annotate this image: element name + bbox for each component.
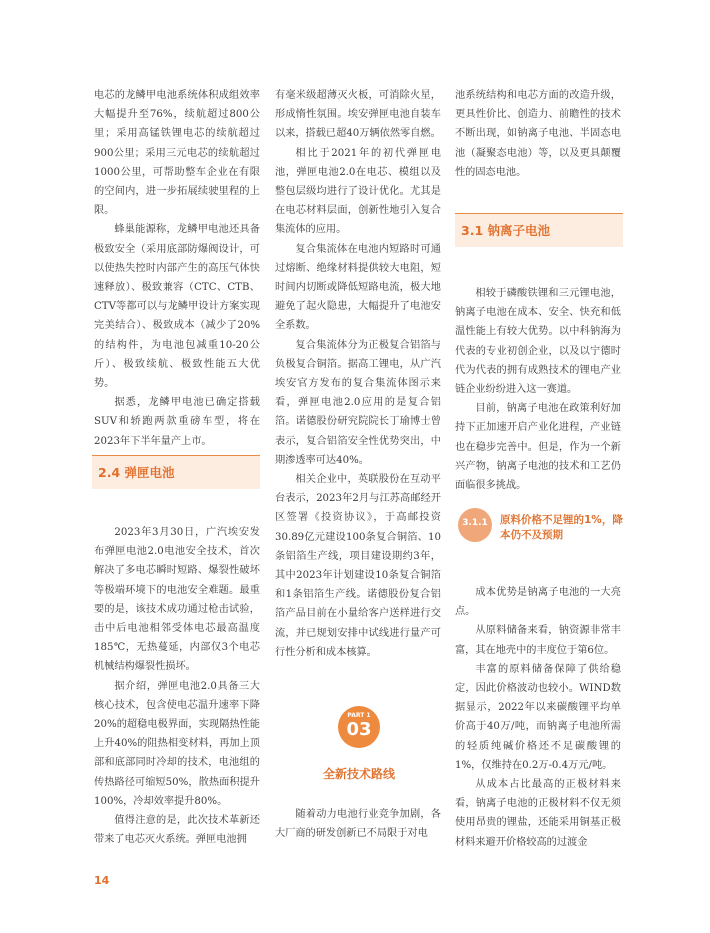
text-block-1 — [275, 86, 441, 662]
subsection-title: 原料价格不足锂的1%，降本仍不及预期 — [500, 514, 623, 541]
paragraph: 池系统结构和电芯方面的改造升级，更具性价比、创造力、前瞻性的技术不断出现，如钠离子电池、半固态电池（凝聚态电池）等，以及更具颠覆性的固态电池。 — [455, 90, 621, 178]
paragraph: 复合集流体在电池内短路时可通过熔断、绝缘材料提供较大电阻，短时间内切断或降低短路电流，极大地避免了起火隐患，大幅提升了电池安全系数。 — [275, 243, 441, 332]
column-middle-lower — [275, 805, 441, 843]
page-number: 14 — [94, 874, 110, 887]
text-block-2 — [455, 284, 621, 495]
text-block-2 — [275, 805, 441, 843]
paragraph: 相关企业中，英联股份在互动平台表示，2023年2月与江苏高邮经开区签署《投资协议》，于高邮投资30.89亿元建设100条复合铜箔、10条铝箔生产线，项目建设期约3年，其中2023年计划建设10条复合铜箔和1条铝箔生产线。诺德股份复合铝箔产品目前在小量给客户送样进行交流，并已规划安排中试线进行量产可行性分析和成本核算。 — [275, 474, 441, 658]
column-right-lower — [455, 583, 621, 852]
text-block-1 — [94, 86, 260, 451]
part-label: PART 1 — [347, 712, 371, 719]
section-title-3-1: 3.1 钠离子电池 — [461, 223, 550, 238]
paragraph: 从成本占比最高的正极材料来看，钠离子电池的正极材料不仅无须使用昂贵的锂盐，还能采用铜基正极材料来避开价格较高的过渡金 — [455, 779, 621, 848]
paragraph: 据介绍，弹匣电池2.0具备三大核心技术，包含使电芯温升速率下降20%的超稳电极界面，实现隔热性能上升40%的阻热相变材料，再加上顶部和底部同时冷却的技术，电池组的传热路径可缩短50%，散热面积提升100%，冷却效率提升80%。 — [94, 680, 260, 807]
column-middle — [275, 86, 441, 662]
subsection-number: 3.1.1 — [462, 518, 488, 528]
section-heading — [455, 213, 623, 247]
paragraph: 有毫米级超薄灭火板，可消除火星，形成惰性氛围。埃安弹匣电池自装车以来，搭载已超40万辆依然零自燃。 — [275, 90, 441, 140]
paragraph: 复合集流体分为正极复合铝箔与负极复合铜箔。据高工锂电，从广汽埃安官方发布的复合集流体图示来看，弹匣电池2.0应用的是复合铝箔。诺德股份研究院院长丁瑜博士曾表示，复合铝箔安全性优势突出，中期渗透率可达40%。 — [275, 339, 441, 466]
column-right-middle — [455, 284, 621, 495]
text-block-3 — [455, 583, 621, 852]
part-badge — [338, 706, 380, 748]
paragraph: 从原料储备来看，钠资源非常丰富，其在地壳中的丰度位于第6位。 — [455, 625, 621, 656]
part-title: 全新技术路线 — [322, 767, 395, 781]
paragraph: 随着动力电池行业竞争加剧，各大厂商的研发创新已不局限于对电 — [275, 809, 441, 840]
part-number: 03 — [346, 719, 372, 740]
text-block-2 — [94, 523, 260, 849]
paragraph: 电芯的龙鳞甲电池系统体积成组效率大幅提升至76%，续航超过800公里；采用高锰铁锂电芯的续航超过900公里；采用三元电芯的续航超过1000公里，可帮助整车企业在有限的空间内，进一步拓展续驶里程的上限。 — [94, 90, 260, 217]
paragraph: 相较于磷酸铁锂和三元锂电池，钠离子电池在成本、安全、快充和低温性能上有较大优势。以中科钠海为代表的专业初创企业，以及以宁德时代为代表的拥有成熟技术的锂电产业链企业纷纷进入这一赛道。 — [455, 288, 621, 396]
paragraph: 据悉，龙鳞甲电池已确定搭载SUV和轿跑两款重磅车型，将在2023年下半年量产上市。 — [94, 397, 260, 447]
paragraph: 2023年3月30日，广汽埃安发布弹匣电池2.0电池安全技术，首次解决了多电芯瞬时短路、爆裂性破坏等极端环境下的电池安全难题。最重要的是，该技术成功通过枪击试验，击中后电池相邻受体电芯最高温度185℃，无热蔓延，内部仅3个电芯机械结构爆裂性损坏。 — [94, 527, 260, 673]
subsection-badge — [458, 508, 492, 542]
paragraph: 丰富的原料储备保障了供给稳定，因此价格波动也较小。WIND数据显示，2022年以来碳酸锂平均单价高于40万/吨，而钠离子电池所需的轻质纯碱价格还不足碳酸锂的1%，仅维持在0.2万-0.4万元/吨。 — [455, 663, 621, 771]
column-left-lower — [94, 523, 260, 849]
section-heading — [92, 455, 260, 489]
paragraph: 蜂巢能源称，龙鳞甲电池还具备极致安全（采用底部防爆阀设计，可以使热失控时内部产生的高压气体快速释放）、极致兼容（CTC、CTB、CTV等都可以与龙鳞甲设计方案实现完美结合）、极致成本（减少了20%的结构件，为电池包减重10-20公斤）、极致续航、极致性能五大优势。 — [94, 224, 260, 390]
section-title-2-4: 2.4 弹匣电池 — [98, 465, 175, 480]
paragraph: 相比于2021年的初代弹匣电池，弹匣电池2.0在电芯、模组以及整包层级均进行了设计优化。尤其是在电芯材料层面，创新性地引入复合集流体的应用。 — [275, 147, 441, 236]
column-right — [455, 86, 621, 182]
text-block-1 — [455, 86, 621, 182]
paragraph: 值得注意的是，此次技术革新还带来了电芯灭火系统。弹匣电池拥 — [94, 815, 260, 846]
paragraph: 成本优势是钠离子电池的一大亮点。 — [455, 587, 621, 618]
column-left — [94, 86, 260, 451]
paragraph: 目前，钠离子电池在政策利好加持下正加速开启产业化进程，产业链也在稳步完善中。但是，作为一个新兴产物，钠离子电池的技术和工艺仍面临很多挑战。 — [455, 403, 621, 492]
